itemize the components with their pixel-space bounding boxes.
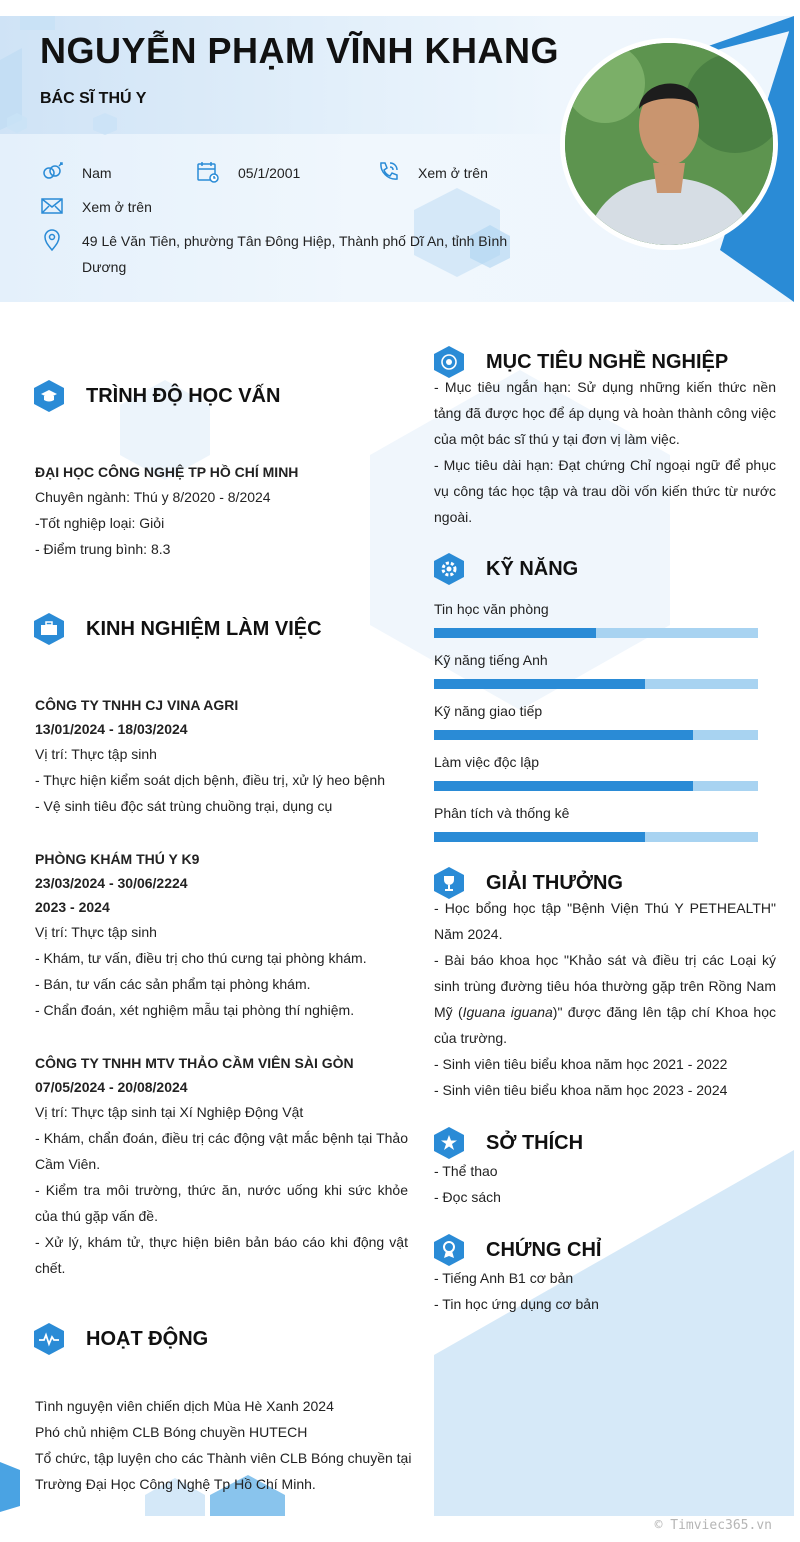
skill-bar: [434, 832, 758, 842]
experience-heading: [34, 613, 322, 645]
company-name: CÔNG TY TNHH MTV THẢO CẦM VIÊN SÀI GÒN: [35, 1055, 354, 1071]
location-pin-icon: [40, 228, 64, 252]
address-text: 49 Lê Văn Tiên, phường Tân Đông Hiệp, Thành phố Dĩ An, tỉnh Bình Dương: [82, 233, 508, 275]
skill-bar-fill: [434, 781, 693, 791]
job-line: - Xử lý, khám tử, thực hiện biên bản báo cáo khi động vật chết.: [35, 1234, 408, 1276]
profile-photo: [560, 38, 778, 250]
activities-list: [35, 1393, 415, 1497]
medal-icon: [434, 1234, 464, 1266]
job-line: - Vệ sinh tiêu độc sát trùng chuồng trại, dụng cụ: [35, 798, 333, 814]
graduation-cap-icon: [34, 380, 64, 412]
job-entry-1: [35, 693, 408, 819]
award-item: - Sinh viên tiêu biểu khoa năm học 2023 - 2024: [434, 1082, 728, 1098]
skill-bar: [434, 730, 758, 740]
job-entry-3: [35, 1051, 408, 1281]
awards-heading-text: GIẢI THƯỞNG: [486, 871, 623, 894]
person-silhouette-icon: [565, 43, 773, 245]
star-icon: [434, 1127, 464, 1159]
skill-label: Phân tích và thống kê: [434, 805, 570, 821]
certificate-item: - Tiếng Anh B1 cơ bản: [434, 1270, 574, 1286]
job-line: - Khám, tư vấn, điều trị cho thú cưng tại phòng khám.: [35, 950, 367, 966]
job-line: - Bán, tư vấn các sản phẩm tại phòng khám.: [35, 976, 311, 992]
skill-label: Tin học văn phòng: [434, 601, 549, 617]
company-name: CÔNG TY TNHH CJ VINA AGRI: [35, 697, 239, 713]
email-text: Xem ở trên: [82, 199, 152, 215]
objective-text: [434, 374, 776, 530]
skill-bar: [434, 781, 758, 791]
watermark: © Timviec365.vn: [654, 1518, 772, 1533]
job-line: - Kiểm tra môi trường, thức ăn, nước uống khi sức khỏe của thú gặp vấn đề.: [35, 1182, 408, 1224]
skill-bar-fill: [434, 730, 693, 740]
activity-item: Phó chủ nhiệm CLB Bóng chuyền HUTECH: [35, 1424, 308, 1440]
hobbies-list: [434, 1158, 776, 1210]
job-dates: 07/05/2024 - 20/08/2024: [35, 1079, 188, 1095]
contact-dob: [196, 160, 300, 186]
phone-icon: [376, 160, 400, 184]
email-icon: [40, 194, 64, 218]
objective-line: - Mục tiêu dài hạn: Đạt chứng Chỉ ngoại ngữ để phục vụ công tác học tập và trau dồi vốn kiến thức từ nước ngoài.: [434, 457, 776, 525]
contact-phone: [376, 160, 488, 186]
award-text: )" được đăng lên tập chí Khoa học của trường.: [434, 1004, 776, 1046]
job-line: - Thực hiện kiểm soát dịch bệnh, điều trị, xử lý heo bệnh: [35, 772, 386, 788]
school-name: ĐẠI HỌC CÔNG NGHỆ TP HỒ CHÍ MINH: [35, 464, 299, 480]
calendar-icon: [196, 160, 220, 184]
hobby-item: - Thể thao: [434, 1163, 498, 1179]
activities-heading-text: HOẠT ĐỘNG: [86, 1327, 209, 1350]
certificates-heading-text: CHỨNG CHỈ: [486, 1238, 602, 1261]
skills-heading: [434, 553, 578, 585]
dob-text: 05/1/2001: [238, 165, 301, 181]
skill-label: Kỹ năng tiếng Anh: [434, 652, 548, 668]
skill-bar: [434, 628, 758, 638]
contact-gender: [40, 160, 112, 186]
skill-bar: [434, 679, 758, 689]
education-line: -Tốt nghiệp loại: Giỏi: [35, 515, 165, 531]
award-text: - Bài báo khoa học "Khảo sát và điều trị các Loại ký sinh trùng đường tiêu hóa thường gặp trên Rồng Nam Mỹ (: [434, 952, 776, 1020]
job-entry-2: [35, 847, 408, 1023]
skill-bar-fill: [434, 679, 645, 689]
awards-list: [434, 895, 776, 1103]
skill-label: Kỹ năng giao tiếp: [434, 703, 543, 719]
hobbies-heading-text: SỞ THÍCH: [486, 1131, 584, 1154]
job-title: BÁC SĨ THÚ Y: [40, 90, 147, 107]
company-name: PHÒNG KHÁM THÚ Y K9: [35, 851, 200, 867]
gender-icon: [40, 160, 64, 184]
activities-heading: [34, 1323, 208, 1355]
education-line: Chuyên ngành: Thú y 8/2020 - 8/2024: [35, 489, 271, 505]
award-item: [434, 947, 776, 1051]
award-item: - Học bổng học tập "Bệnh Viện Thú Y PETHEALTH" Năm 2024.: [434, 900, 776, 942]
job-dates: 13/01/2024 - 18/03/2024: [35, 721, 188, 737]
contact-email: [40, 194, 152, 220]
experience-heading-text: KINH NGHIỆM LÀM VIỆC: [86, 617, 322, 640]
certificates-heading: [434, 1234, 601, 1266]
job-line: - Chẩn đoán, xét nghiệm mẫu tại phòng thí nghiệm.: [35, 1002, 355, 1018]
objective-heading-text: MỤC TIÊU NGHỀ NGHIỆP: [486, 350, 729, 373]
gender-text: Nam: [82, 165, 112, 181]
job-dates: 2023 - 2024: [35, 899, 110, 915]
gear-icon: [434, 553, 464, 585]
education-details: [35, 460, 415, 562]
activity-item: Tổ chức, tập luyện cho các Thành viên CLB Bóng chuyền tại Trường Đại Học Công Nghệ Tp Hồ Chí Minh.: [35, 1450, 412, 1492]
candidate-name: NGUYỄN PHẠM VĨNH KHANG: [40, 30, 560, 71]
skill-bar-fill: [434, 628, 596, 638]
job-line: - Khám, chẩn đoán, điều trị các động vật mắc bệnh tại Thảo Cầm Viên.: [35, 1130, 408, 1172]
briefcase-icon: [34, 613, 64, 645]
job-line: Vị trí: Thực tập sinh: [35, 746, 157, 762]
hobbies-heading: [434, 1127, 583, 1159]
species-name: Iguana iguana: [462, 1004, 553, 1020]
education-heading: [34, 380, 280, 412]
skills-heading-text: KỸ NĂNG: [486, 557, 579, 580]
job-dates: 23/03/2024 - 30/06/2224: [35, 875, 188, 891]
education-line: - Điểm trung bình: 8.3: [35, 541, 171, 557]
job-line: Vị trí: Thực tập sinh tại Xí Nghiệp Động Vật: [35, 1104, 304, 1120]
certificate-item: - Tin học ứng dụng cơ bản: [434, 1296, 599, 1312]
certificates-list: [434, 1265, 776, 1317]
education-heading-text: TRÌNH ĐỘ HỌC VẤN: [86, 384, 281, 407]
phone-text: Xem ở trên: [418, 165, 488, 181]
objective-line: - Mục tiêu ngắn hạn: Sử dụng những kiến thức nền tảng đã được học để áp dụng và hoàn thành công việc của một bác sĩ thú y tại đơn vị làm việc.: [434, 379, 776, 447]
hobby-item: - Đọc sách: [434, 1189, 501, 1205]
heartbeat-icon: [34, 1323, 64, 1355]
contact-address: [40, 228, 510, 280]
skill-label: Làm việc độc lập: [434, 754, 540, 770]
skill-bar-fill: [434, 832, 645, 842]
activity-item: Tình nguyện viên chiến dịch Mùa Hè Xanh 2024: [35, 1398, 334, 1414]
award-item: - Sinh viên tiêu biểu khoa năm học 2021 - 2022: [434, 1056, 728, 1072]
job-line: Vị trí: Thực tập sinh: [35, 924, 157, 940]
